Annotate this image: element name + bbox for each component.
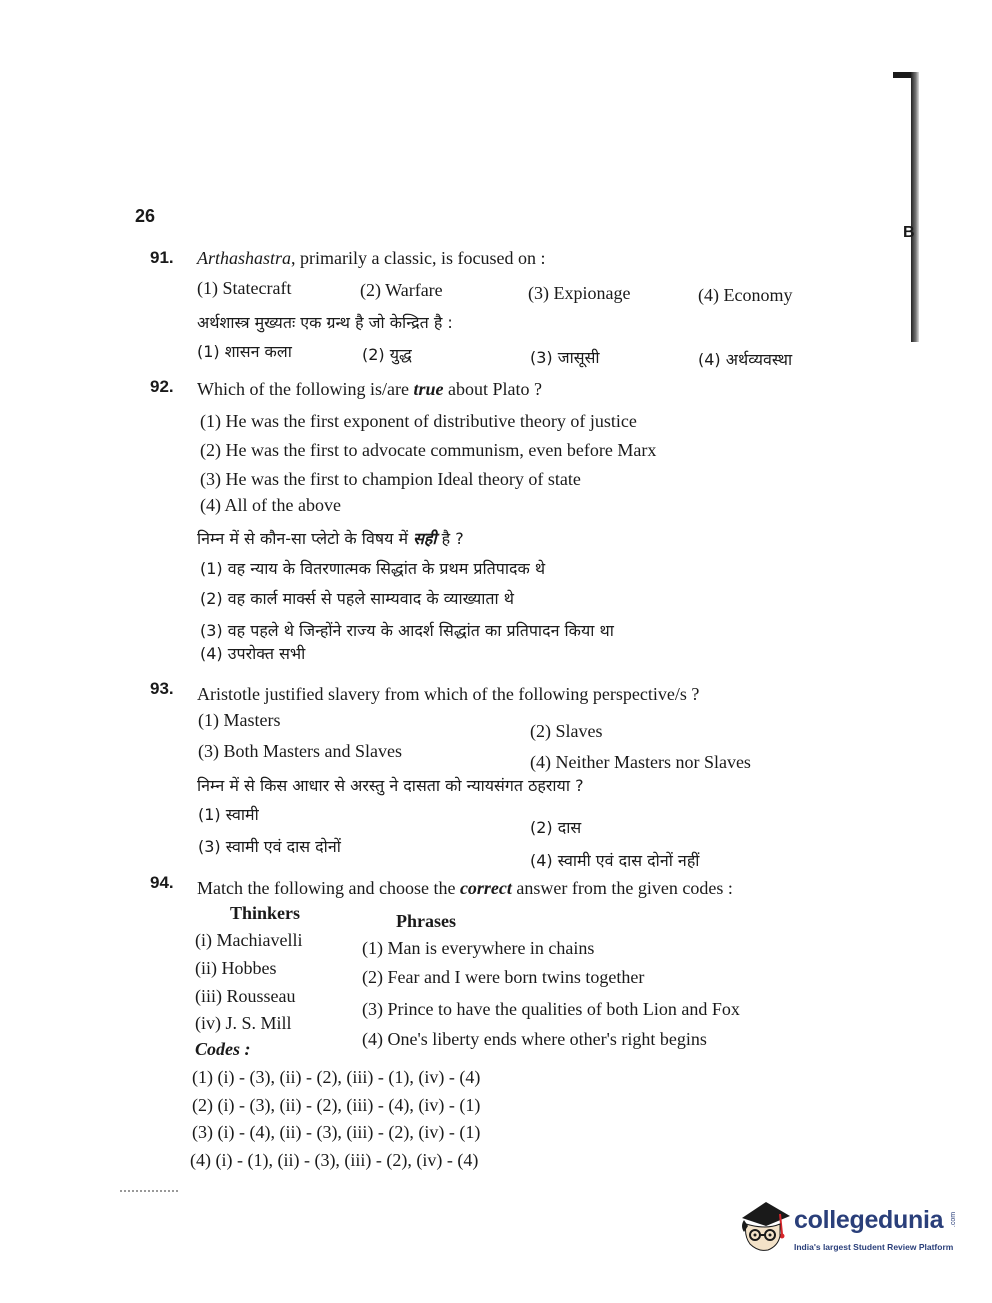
option-hi: (1) स्वामी xyxy=(198,805,259,824)
code-option: (2) (i) - (3), (ii) - (2), (iii) - (4), (iv) - (1) xyxy=(192,1095,481,1115)
option-hi: (2) दास xyxy=(530,818,582,837)
brand-tld: .com xyxy=(950,1211,958,1228)
scan-mark xyxy=(120,1190,178,1192)
option-hi: (4) अर्थव्यवस्था xyxy=(698,350,793,369)
option-en: (3) He was the first to champion Ideal theory of state xyxy=(200,469,581,489)
emphasis: correct xyxy=(459,878,512,898)
mascot-icon xyxy=(736,1196,792,1256)
question-text-hi: निम्न में से किस आधार से अरस्तु ने दासता को न्यायसंगत ठहराया ? xyxy=(197,776,584,795)
codes-label: Codes : xyxy=(195,1039,251,1059)
option-hi: (2) वह कार्ल मार्क्स से पहले साम्यवाद के व्याख्याता थे xyxy=(200,589,514,608)
thinker-item: (i) Machiavelli xyxy=(195,930,303,950)
phrase-item: (2) Fear and I were born twins together xyxy=(362,967,645,987)
question-number: 91. xyxy=(150,248,174,267)
option-hi: (4) उपरोक्त सभी xyxy=(200,644,306,663)
question-number: 94. xyxy=(150,873,174,892)
code-option: (4) (i) - (1), (ii) - (3), (iii) - (2), (iv) - (4) xyxy=(190,1150,479,1170)
option-hi: (3) वह पहले थे जिन्होंने राज्य के आदर्श सिद्धांत का प्रतिपादन किया था xyxy=(200,621,614,640)
phrase-item: (1) Man is everywhere in chains xyxy=(362,938,595,958)
question-text-hi: निम्न में से कौन-सा प्लेटो के विषय में सही है ? xyxy=(197,529,464,548)
set-label: B xyxy=(903,224,915,241)
phrase-item: (4) One's liberty ends where other's right begins xyxy=(362,1029,707,1049)
brand-name: collegedunia xyxy=(794,1206,944,1234)
option-hi: (4) स्वामी एवं दास दोनों नहीं xyxy=(530,851,700,870)
option-hi: (2) युद्ध xyxy=(362,345,412,364)
emphasis: true xyxy=(413,379,444,399)
emphasis: सही xyxy=(413,529,437,548)
brand-tagline: India's largest Student Review Platform xyxy=(794,1242,954,1252)
option-en: (4) Economy xyxy=(698,285,793,305)
question-text-en: Which of the following is/are true about Plato ? xyxy=(197,379,542,399)
option-en: (2) Slaves xyxy=(530,721,603,741)
page-edge-shadow xyxy=(911,72,919,342)
option-hi: (1) शासन कला xyxy=(197,342,292,361)
question-text-hi: अर्थशास्त्र मुख्यतः एक ग्रन्थ है जो केन्द्रित है : xyxy=(197,313,453,332)
question-title-italic: Arthashastra xyxy=(197,248,292,268)
thinker-item: (iii) Rousseau xyxy=(195,986,296,1006)
question-text-en: Arthashastra, primarily a classic, is focused on : xyxy=(197,248,546,268)
question-text-en: Match the following and choose the correct answer from the given codes : xyxy=(197,878,733,898)
option-hi: (3) स्वामी एवं दास दोनों xyxy=(198,837,341,856)
option-en: (1) Statecraft xyxy=(197,278,292,298)
phrases-header: Phrases xyxy=(396,911,456,931)
thinker-item: (ii) Hobbes xyxy=(195,958,277,978)
option-hi: (1) वह न्याय के वितरणात्मक सिद्धांत के प्रथम प्रतिपादक थे xyxy=(200,559,546,578)
option-en: (1) Masters xyxy=(198,710,281,730)
thinker-item: (iv) J. S. Mill xyxy=(195,1013,292,1033)
option-en: (4) All of the above xyxy=(200,495,341,515)
thinkers-header: Thinkers xyxy=(230,903,301,923)
page-number: 26 xyxy=(135,206,156,226)
collegedunia-logo xyxy=(736,1196,961,1268)
code-option: (3) (i) - (4), (ii) - (3), (iii) - (2), (iv) - (1) xyxy=(192,1122,481,1142)
option-en: (2) He was the first to advocate communism, even before Marx xyxy=(200,440,657,460)
question-number: 93. xyxy=(150,679,174,698)
code-option: (1) (i) - (3), (ii) - (2), (iii) - (1), (iv) - (4) xyxy=(192,1067,481,1087)
question-number: 92. xyxy=(150,377,174,396)
option-en: (3) Expionage xyxy=(528,283,631,303)
question-text-en: Aristotle justified slavery from which of the following perspective/s ? xyxy=(197,684,700,704)
option-en: (2) Warfare xyxy=(360,280,443,300)
option-en: (3) Both Masters and Slaves xyxy=(198,741,402,761)
option-en: (1) He was the first exponent of distributive theory of justice xyxy=(200,411,637,431)
phrase-item: (3) Prince to have the qualities of both Lion and Fox xyxy=(362,999,740,1019)
option-hi: (3) जासूसी xyxy=(530,348,600,367)
option-en: (4) Neither Masters nor Slaves xyxy=(530,752,751,772)
